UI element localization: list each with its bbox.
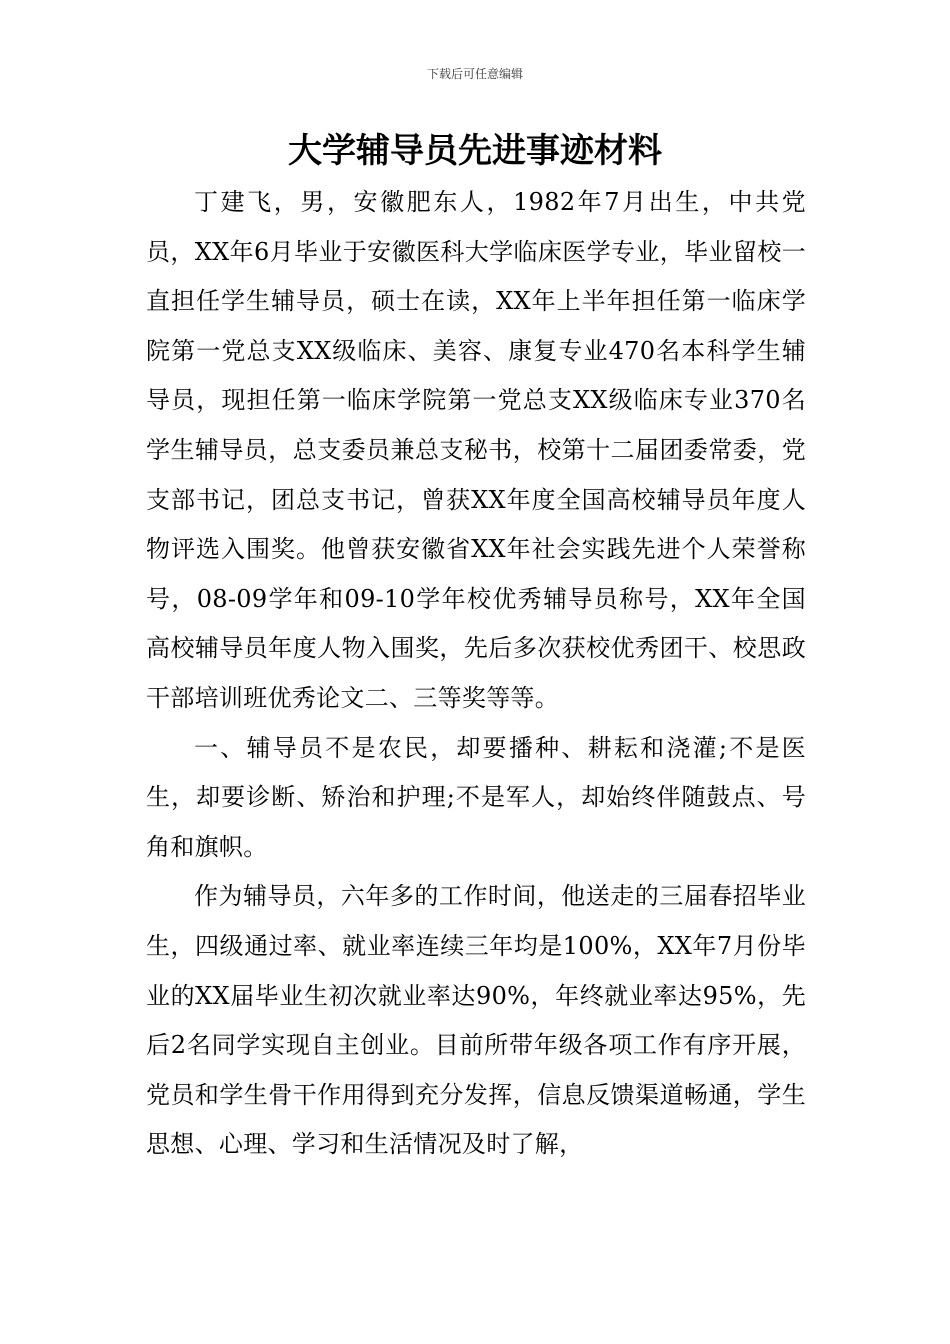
paragraph-intro: 丁建飞，男，安徽肥东人，1982年7月出生，中共党员，XX年6月毕业于安徽医科大学临床医学专业，毕业留校一直担任学生辅导员，硕士在读，XX年上半年担任第一临床学院第一党总支XX级临床、美容、康复专业470名本科学生辅导员，现担任第一临床学院第一党总支XX级临床专业370名学生辅导员，总支委员兼总支秘书，校第十二届团委常委，党支部书记，团总支书记，曾获XX年度全国高校辅导员年度人物评选入围奖。他曾获安徽省XX年社会实践先进个人荣誉称号，08-09学年和09-10学年校优秀辅导员称号，XX年全国高校辅导员年度人物入围奖，先后多次获校优秀团干、校思政干部培训班优秀论文二、三等奖等等。 xyxy=(146,188,806,712)
header-note: 下载后可任意编辑 xyxy=(426,67,523,81)
paragraph-section-one: 一、辅导员不是农民，却要播种、耕耘和浇灌;不是医生，却要诊断、矫治和护理;不是军人，却始终伴随鼓点、号角和旗帜。 xyxy=(146,733,806,861)
document-title: 大学辅导员先进事迹材料 xyxy=(288,131,662,171)
paragraph-achievements: 作为辅导员，六年多的工作时间，他送走的三届春招毕业生，四级通过率、就业率连续三年均是100%，XX年7月份毕业的XX届毕业生初次就业率达90%，年终就业率达95%，先后2名同学实现自主创业。目前所带年级各项工作有序开展，党员和学生骨干作用得到充分发挥，信息反馈渠道畅通，学生思想、心理、学习和生活情况及时了解， xyxy=(146,882,806,1159)
document-body xyxy=(146,178,806,1170)
